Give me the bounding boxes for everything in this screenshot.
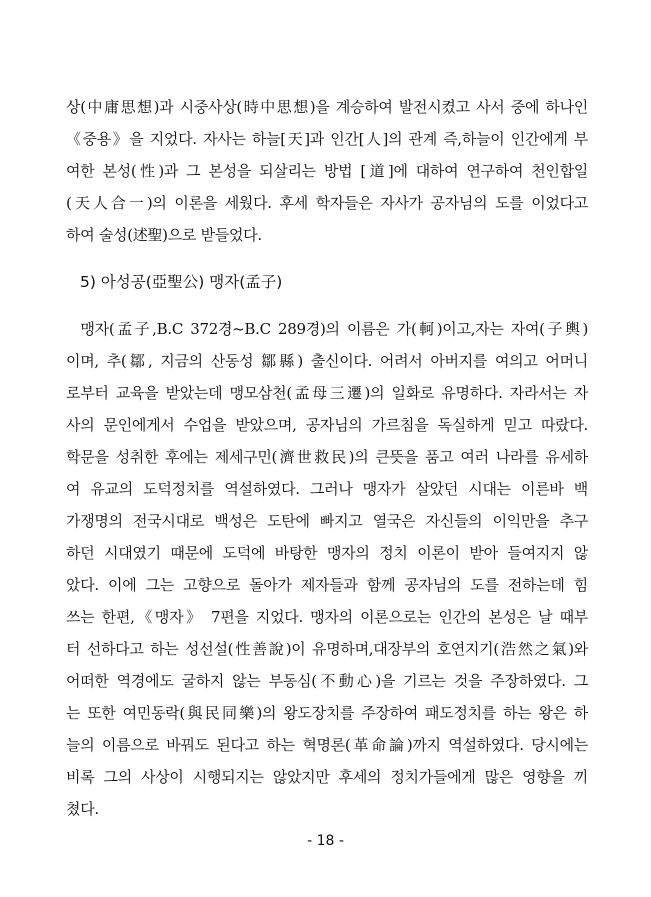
text-line: 어떠한 역경에도 굴하지 않는 부동심(不動心)을 기르는 것을 주장하였다. 그: [66, 672, 588, 690]
paragraph-zisi: [66, 91, 588, 251]
text-line: 이며, 추(鄒, 지금의 산동성 鄒縣) 출신이다. 어려서 아버지를 여의고 어머니: [66, 352, 588, 370]
text-line: (天人合一)의 이론을 세웠다. 후세 학자들은 자사가 공자님의 도를 이었다고: [66, 194, 588, 212]
text-line: 쳤다.: [66, 800, 99, 818]
text-line: 학문을 성취한 후에는 제세구민(濟世救民)의 큰뜻을 품고 여러 나라를 유세하: [66, 448, 588, 466]
text-line: 가쟁명의 전국시대로 백성은 도탄에 빠지고 열국은 자신들의 이익만을 추구: [66, 512, 588, 530]
section-heading: 5) 아성공(亞聖公) 맹자(孟子): [80, 273, 283, 291]
text-line: 하여 술성(述聖)으로 받들었다.: [66, 226, 262, 244]
paragraph-mencius: [66, 313, 588, 825]
text-line: 쓰는 한편,《맹자》 7편을 지었다. 맹자의 이론으로는 인간의 본성은 날 때부: [66, 608, 588, 626]
text-line: 로부터 교육을 받았는데 맹모삼천(孟母三遷)의 일화로 유명하다. 자라서는 자: [66, 384, 588, 402]
text-line: 터 선하다고 하는 성선설(性善說)이 유명하며,대장부의 호연지기(浩然之氣)와: [66, 640, 588, 658]
text-line: 상(中庸思想)과 시중사상(時中思想)을 계승하여 발전시켰고 사서 중에 하나인: [66, 98, 588, 116]
text-line: 하던 시대였기 때문에 도덕에 바탕한 맹자의 정치 이론이 받아 들여지지 않: [66, 544, 588, 562]
text-line: 비록 그의 사상이 시행되지는 않았지만 후세의 정치가들에게 많은 영향을 끼: [66, 768, 588, 786]
text-line: 사의 문인에게서 수업을 받았으며, 공자님의 가르침을 독실하게 믿고 따랐다.: [66, 416, 588, 434]
text-line: 는 또한 여민동락(與民同樂)의 왕도장치를 주장하여 패도정치를 하는 왕은 하: [66, 704, 588, 722]
text-line: 《중용》을 지었다. 자사는 하늘[天]과 인간[人]의 관계 즉,하늘이 인간에게 부: [66, 130, 588, 148]
text-line: 맹자(孟子,B.C 372경~B.C 289경)의 이름은 가(軻)이고,자는 자여(子輿): [66, 320, 588, 338]
text-line: 늘의 이름으로 바꿔도 된다고 하는 혁명론(革命論)까지 역설하였다. 당시에는: [66, 736, 588, 754]
text-line: 여 유교의 도덕정치를 역설하였다. 그러나 맹자가 살았던 시대는 이른바 백: [66, 480, 588, 498]
page-number: - 18 -: [307, 833, 344, 849]
text-line: 여한 본성(性)과 그 본성을 되살리는 방법 [道]에 대하여 연구하여 천인합일: [66, 162, 588, 180]
text-line: 았다. 이에 그는 고향으로 돌아가 제자들과 함께 공자님의 도를 전하는데 힘: [66, 576, 588, 594]
